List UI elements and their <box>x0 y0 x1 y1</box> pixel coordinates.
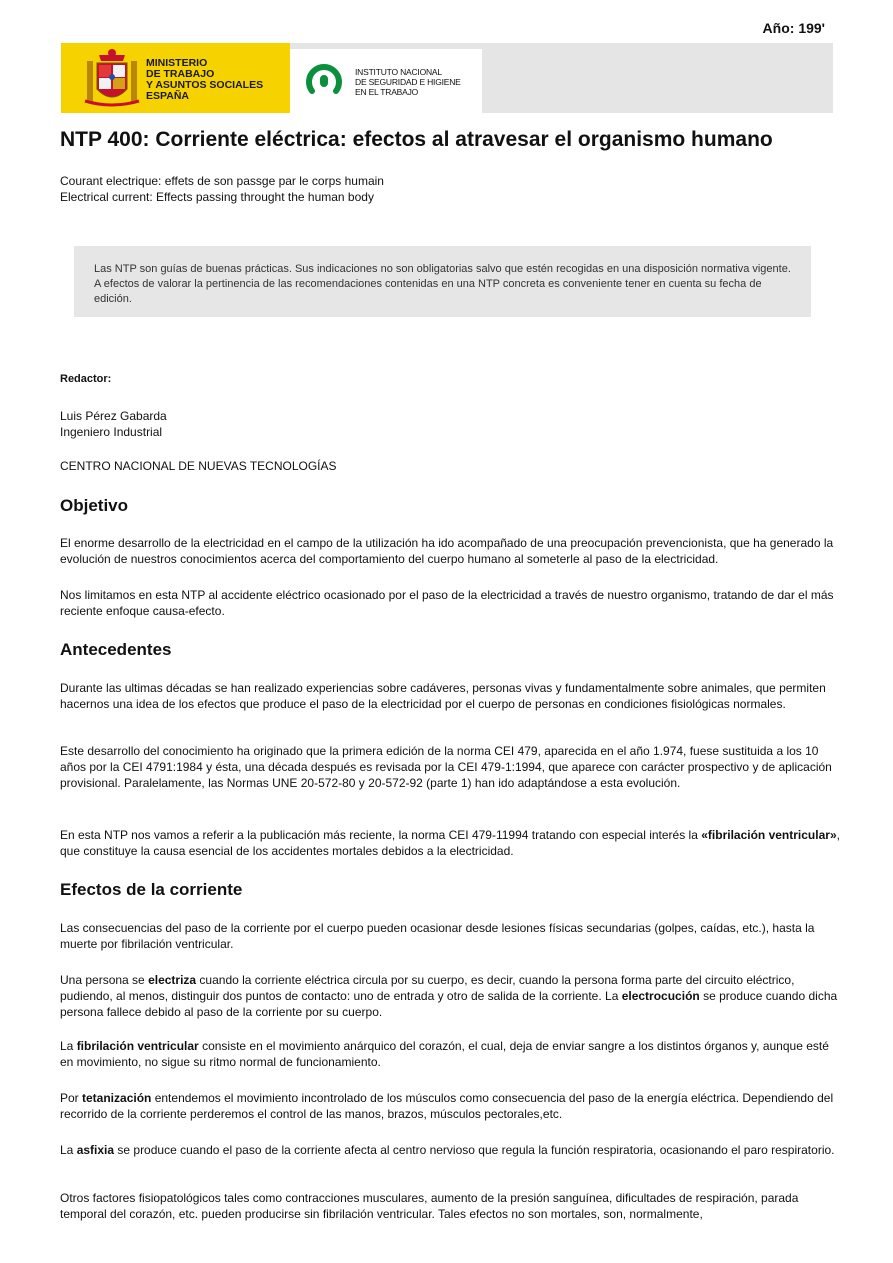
efectos-paragraph-5 <box>60 1142 840 1158</box>
coat-of-arms-icon <box>83 47 141 111</box>
document-title: NTP 400: Corriente eléctrica: efectos al atravesar el organismo humano <box>60 128 773 151</box>
year-label: Año: 199' <box>762 20 825 36</box>
efectos-paragraph-1: Las consecuencias del paso de la corriente por el cuerpo pueden ocasionar desde lesiones físicas secundarias (golpes, caídas, etc.), hasta la muerte por fibrilación ventricular. <box>60 921 815 951</box>
ministry-line: Y ASUNTOS SOCIALES <box>146 79 264 91</box>
bold-term: asfixia <box>76 1143 115 1157</box>
insht-emblem-icon <box>304 61 344 101</box>
author-name: Luis Pérez Gabarda <box>60 409 167 423</box>
insht-line: EN EL TRABAJO <box>355 87 419 97</box>
bold-term: electrocución <box>621 989 700 1003</box>
author-block <box>60 408 167 440</box>
text-run: En esta NTP nos vamos a referir a la publicación más reciente, la norma CEI 479-11994 tratando con especial interés la <box>60 828 702 842</box>
ministry-name <box>146 58 263 102</box>
bold-term: «fibrilación ventricular» <box>701 828 837 842</box>
ministry-line: MINISTERIO <box>146 57 208 69</box>
text-run: Por <box>60 1091 83 1105</box>
efectos-paragraph-4 <box>60 1090 840 1122</box>
efectos-paragraph-6: Otros factores fisiopatológicos tales como contracciones musculares, aumento de la presión sanguínea, dificultades de respiración, parada temporal del corazón, etc. pueden producirse sin fibrilación ventricular. Tales efectos no son mortales, son, normalmente, <box>60 1191 799 1221</box>
antecedentes-paragraph-1: Durante las ultimas décadas se han realizado experiencias sobre cadáveres, personas vivas y fundamentalmente sobre animales, que permiten hacernos una idea de los efectos que produce el paso de la electricidad por el cuerpo de personas en condiciones fisiológicas normales. <box>60 681 826 711</box>
text-run: cuando la corriente eléctrica circula por su cuerpo, es decir, cuando la persona forma parte del circuito eléctrico, pudiendo, al menos, distinguir dos puntos de contacto: uno de entrada y otro de salida de la corriente. La <box>60 973 795 1003</box>
header-banner <box>61 43 833 113</box>
ministry-line: ESPAÑA <box>146 90 189 102</box>
author-center: CENTRO NACIONAL DE NUEVAS TECNOLOGÍAS <box>60 459 337 473</box>
text-run: La <box>60 1143 77 1157</box>
text-run: se produce cuando el paso de la corriente afecta al centro nervioso que regula la función respiratoria, ocasionando el paro respiratorio. <box>114 1143 835 1157</box>
subtitle-french: Courant electrique: effets de son passge par le corps humain <box>60 174 384 188</box>
antecedentes-paragraph-3 <box>60 827 840 859</box>
bold-term: electriza <box>148 973 197 987</box>
bold-term: fibrilación ventricular <box>76 1039 199 1053</box>
heading-antecedentes: Antecedentes <box>60 640 172 659</box>
text-run: Una persona se <box>60 973 149 987</box>
insht-line: INSTITUTO NACIONAL <box>355 67 442 77</box>
objetivo-paragraph-1: El enorme desarrollo de la electricidad en el campo de la utilización ha ido acompañado de una preocupación prevencionista, que ha generado la evolución de nuestros conocimientos acerca del comportamiento del cuerpo humano al someterle al paso de la electricidad. <box>60 536 834 566</box>
ministry-logo <box>61 43 290 113</box>
text-run: entendemos el movimiento incontrolado de los músculos como consecuencia del paso de la energía eléctrica. Dependiendo del recorrido de la corriente perderemos el control de las manos, brazos, músculos pectorales,etc. <box>60 1091 834 1121</box>
bold-term: tetanización <box>82 1091 152 1105</box>
subtitle-english: Electrical current: Effects passing throught the human body <box>60 190 374 204</box>
efectos-paragraph-2 <box>60 972 840 1020</box>
disclaimer-text: Las NTP son guías de buenas prácticas. Sus indicaciones no son obligatorias salvo que estén recogidas en una disposición normativa vigente. A efectos de valorar la pertinencia de las recomendaciones contenidas en una NTP concreta es conveniente tener en cuenta su fecha de edición. <box>94 263 791 305</box>
author-role: Ingeniero Industrial <box>60 425 163 439</box>
ministry-line: DE TRABAJO <box>146 68 215 80</box>
text-run: La <box>60 1039 77 1053</box>
antecedentes-paragraph-2: Este desarrollo del conocimiento ha originado que la primera edición de la norma CEI 479, aparecida en el año 1.974, fuese sustituida a los 10 años por la CEI 4791:1984 y ésta, una década después es revisada por la CEI 479-1:1994, que aparece con carácter prospectivo y de aplicación provisional. Paralelamente, las Normas UNE 20-572-80 y 20-572-92 (parte 1) han ido adaptándose a esta evolución. <box>60 744 832 790</box>
text-run: se produce cuando dicha persona fallece debido al paso de la corriente por su cuerpo. <box>60 989 838 1019</box>
efectos-paragraph-3 <box>60 1038 840 1070</box>
insht-logo <box>290 49 482 113</box>
disclaimer-box <box>74 246 811 317</box>
insht-line: DE SEGURIDAD E HIGIENE <box>355 77 461 87</box>
insht-name <box>355 67 461 97</box>
text-run: consiste en el movimiento anárquico del corazón, el cual, deja de enviar sangre a los distintos órganos y, aunque esté en movimiento, no sigue su ritmo normal de funcionamiento. <box>60 1039 829 1069</box>
subtitles <box>60 173 384 205</box>
heading-efectos: Efectos de la corriente <box>60 880 243 899</box>
heading-objetivo: Objetivo <box>60 496 129 515</box>
text-run: , que constituye la causa esencial de los accidentes mortales debidos a la electricidad. <box>60 828 840 858</box>
objetivo-paragraph-2: Nos limitamos en esta NTP al accidente eléctrico ocasionado por el paso de la electricidad a través de nuestro organismo, tratando de dar el más reciente enfoque causa-efecto. <box>60 588 834 618</box>
author-label: Redactor: <box>60 373 112 385</box>
